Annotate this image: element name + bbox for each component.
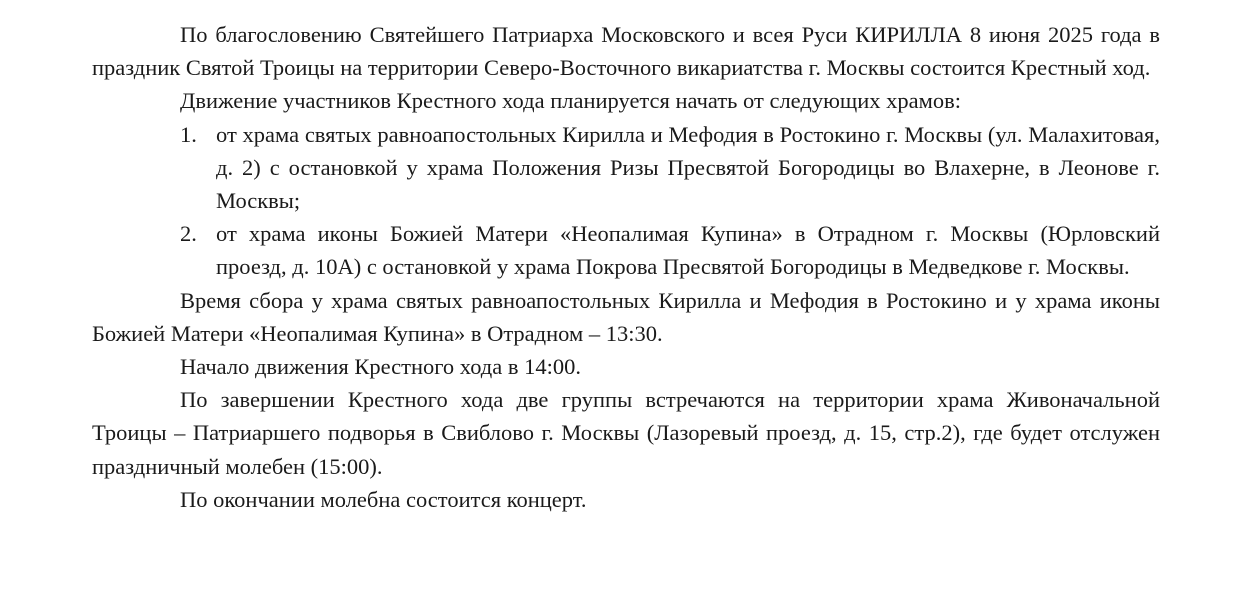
list-item-number: 1.	[180, 121, 197, 147]
list-item-text: от храма святых равноапостольных Кирилла и Мефодия в Ростокино г. Москвы (ул. Малахитовая, д. 2) с остановкой у храма Положения Ризы Пресвятой Богородицы во Влахерне, в Леонове г. Москвы;	[216, 121, 1160, 214]
list-item	[92, 118, 1160, 218]
routes-list	[92, 118, 1160, 284]
intro-paragraph: По благословению Святейшего Патриарха Московского и всея Руси КИРИЛЛА 8 июня 2025 года в праздник Святой Троицы на территории Северо-Восточного викариатства г. Москвы состоится Крестный ход.	[92, 22, 1160, 81]
list-item	[92, 217, 1160, 283]
concert-paragraph: По окончании молебна состоится концерт.	[180, 486, 587, 512]
movement-lead-paragraph: Движение участников Крестного хода планируется начать от следующих храмов:	[180, 88, 961, 114]
document-body	[92, 18, 1160, 516]
start-time-paragraph: Начало движения Крестного хода в 14:00.	[180, 354, 581, 380]
conclusion-paragraph: По завершении Крестного хода две группы встречаются на территории храма Живоначальной Троицы – Патриаршего подворья в Свиблово г. Москвы (Лазоревый проезд, д. 15, стр.2), где будет отслужен праздничный молебен (15:00).	[92, 387, 1160, 479]
gathering-time-paragraph: Время сбора у храма святых равноапостольных Кирилла и Мефодия в Ростокино и у храма иконы Божией Матери «Неопалимая Купина» в Отрадном – 13:30.	[92, 287, 1160, 346]
list-item-text: от храма иконы Божией Матери «Неопалимая Купина» в Отрадном г. Москвы (Юрловский проезд, д. 10А) с остановкой у храма Покрова Пресвятой Богородицы в Медведкове г. Москвы.	[216, 221, 1160, 280]
list-item-number: 2.	[180, 221, 197, 247]
